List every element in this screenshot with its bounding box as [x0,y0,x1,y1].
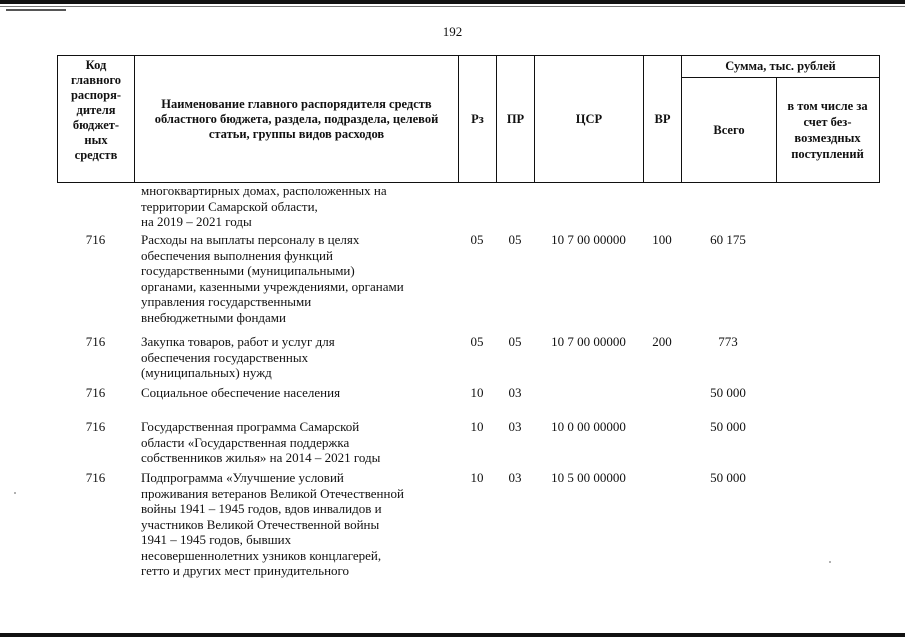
row-name [141,232,461,325]
header-name: Наименование главного распорядителя средств областного бюджета, раздела, подраздела, целевой статьи, группы видов расходов [135,56,459,182]
row-name-line: Социальное обеспечение населения [141,385,341,400]
row-name-line: на 2019 – 2021 годы [141,214,252,229]
scan-speck [14,492,16,494]
row-name-line: области «Государственная поддержка [141,434,350,450]
row-name-line: обеспечения государственных [141,349,309,365]
header-code [58,56,135,182]
row-name-line: проживания ветеранов Великой Отечественной [141,485,404,501]
header-vr: ВР [644,56,682,182]
header-code-line: средств [74,148,118,162]
header-total: Всего [682,78,777,182]
row-pr: 03 [508,385,522,400]
row-total: 50 000 [710,470,746,485]
scan-bottom-border [0,633,905,637]
header-code-line: ных [84,133,108,147]
header-pr: ПР [497,56,535,182]
row-name-line: управления государственными [141,294,312,309]
header-code-line: дителя [76,103,116,117]
row-name-line: Государственная программа Самарской [141,419,360,434]
row-rz: 10 [470,385,484,400]
header-code-line: Код [85,58,107,72]
row-total: 60 175 [710,232,746,247]
header-rz: Рз [459,56,497,182]
row-rz: 05 [470,232,484,247]
row-name-line: многоквартирных домах, расположенных на [141,183,387,198]
row-name-line: участников Великой Отечественной войны [141,516,380,532]
row-name-line: государственными (муниципальными) [141,263,355,278]
row-name-line: Расходы на выплаты персоналу в целях [141,232,360,247]
scan-top-border-thin [0,6,905,7]
row-pr: 03 [508,419,522,434]
header-code-line: бюджет- [72,118,120,132]
row-code: 716 [85,232,106,247]
row-code: 716 [85,385,106,400]
scan-speck [829,561,831,563]
row-code: 716 [85,334,106,349]
row-csr: 10 7 00 00000 [551,232,626,247]
row-csr: 10 5 00 00000 [551,470,626,485]
row-rz: 10 [470,419,484,434]
row-pr: 05 [508,334,522,349]
row-name [141,385,461,401]
row-rz: 10 [470,470,484,485]
row-total: 50 000 [710,419,746,434]
row-pr: 03 [508,470,522,485]
header-sum-body [682,78,879,182]
row-vr: 100 [652,232,672,247]
row-name-line: Закупка товаров, работ и услуг для [141,334,335,349]
row-pr: 05 [508,232,522,247]
row-total: 50 000 [710,385,746,400]
row-name [141,334,461,381]
header-sum [682,56,879,182]
row-name-line: войны 1941 – 1945 годов, вдов инвалидов и [141,501,382,516]
header-code-line: распоря- [70,88,122,102]
row-name-line: (муниципальных) нужд [141,365,272,380]
row-name-line: собственников жилья» на 2014 – 2021 годы [141,450,381,465]
row-name-line: несовершеннолетних узников концлагерей, [141,547,382,563]
row-code: 716 [85,419,106,434]
row-name-line: территории Самарской области, [141,198,318,214]
row-rz: 05 [470,334,484,349]
row-csr: 10 7 00 00000 [551,334,626,349]
row-csr: 10 0 00 00000 [551,419,626,434]
row-code: 716 [85,470,106,485]
row-name [141,183,461,230]
row-name-line: внебюджетными фондами [141,309,286,325]
header-sum-title: Сумма, тыс. рублей [682,56,879,78]
row-name [141,470,461,579]
row-name-line: органами, казенными учреждениями, органами [141,278,404,294]
header-code-line: главного [70,73,122,87]
row-name-line: гетто и других мест принудительного [141,563,350,578]
header-csr: ЦСР [535,56,644,182]
row-name [141,419,461,466]
row-vr: 200 [652,334,672,349]
row-name-line: обеспечения выполнения функций [141,247,333,263]
header-including: в том числе за счет без-возмездных поступлений [787,99,868,161]
row-total: 773 [718,334,738,349]
scan-top-border [0,0,905,4]
row-name-line: Подпрограмма «Улучшение условий [141,470,344,485]
page-number: 192 [442,24,463,39]
row-name-line: 1941 – 1945 годов, бывших [141,532,292,547]
table-header [57,55,880,183]
scan-corner-mark [6,9,66,11]
